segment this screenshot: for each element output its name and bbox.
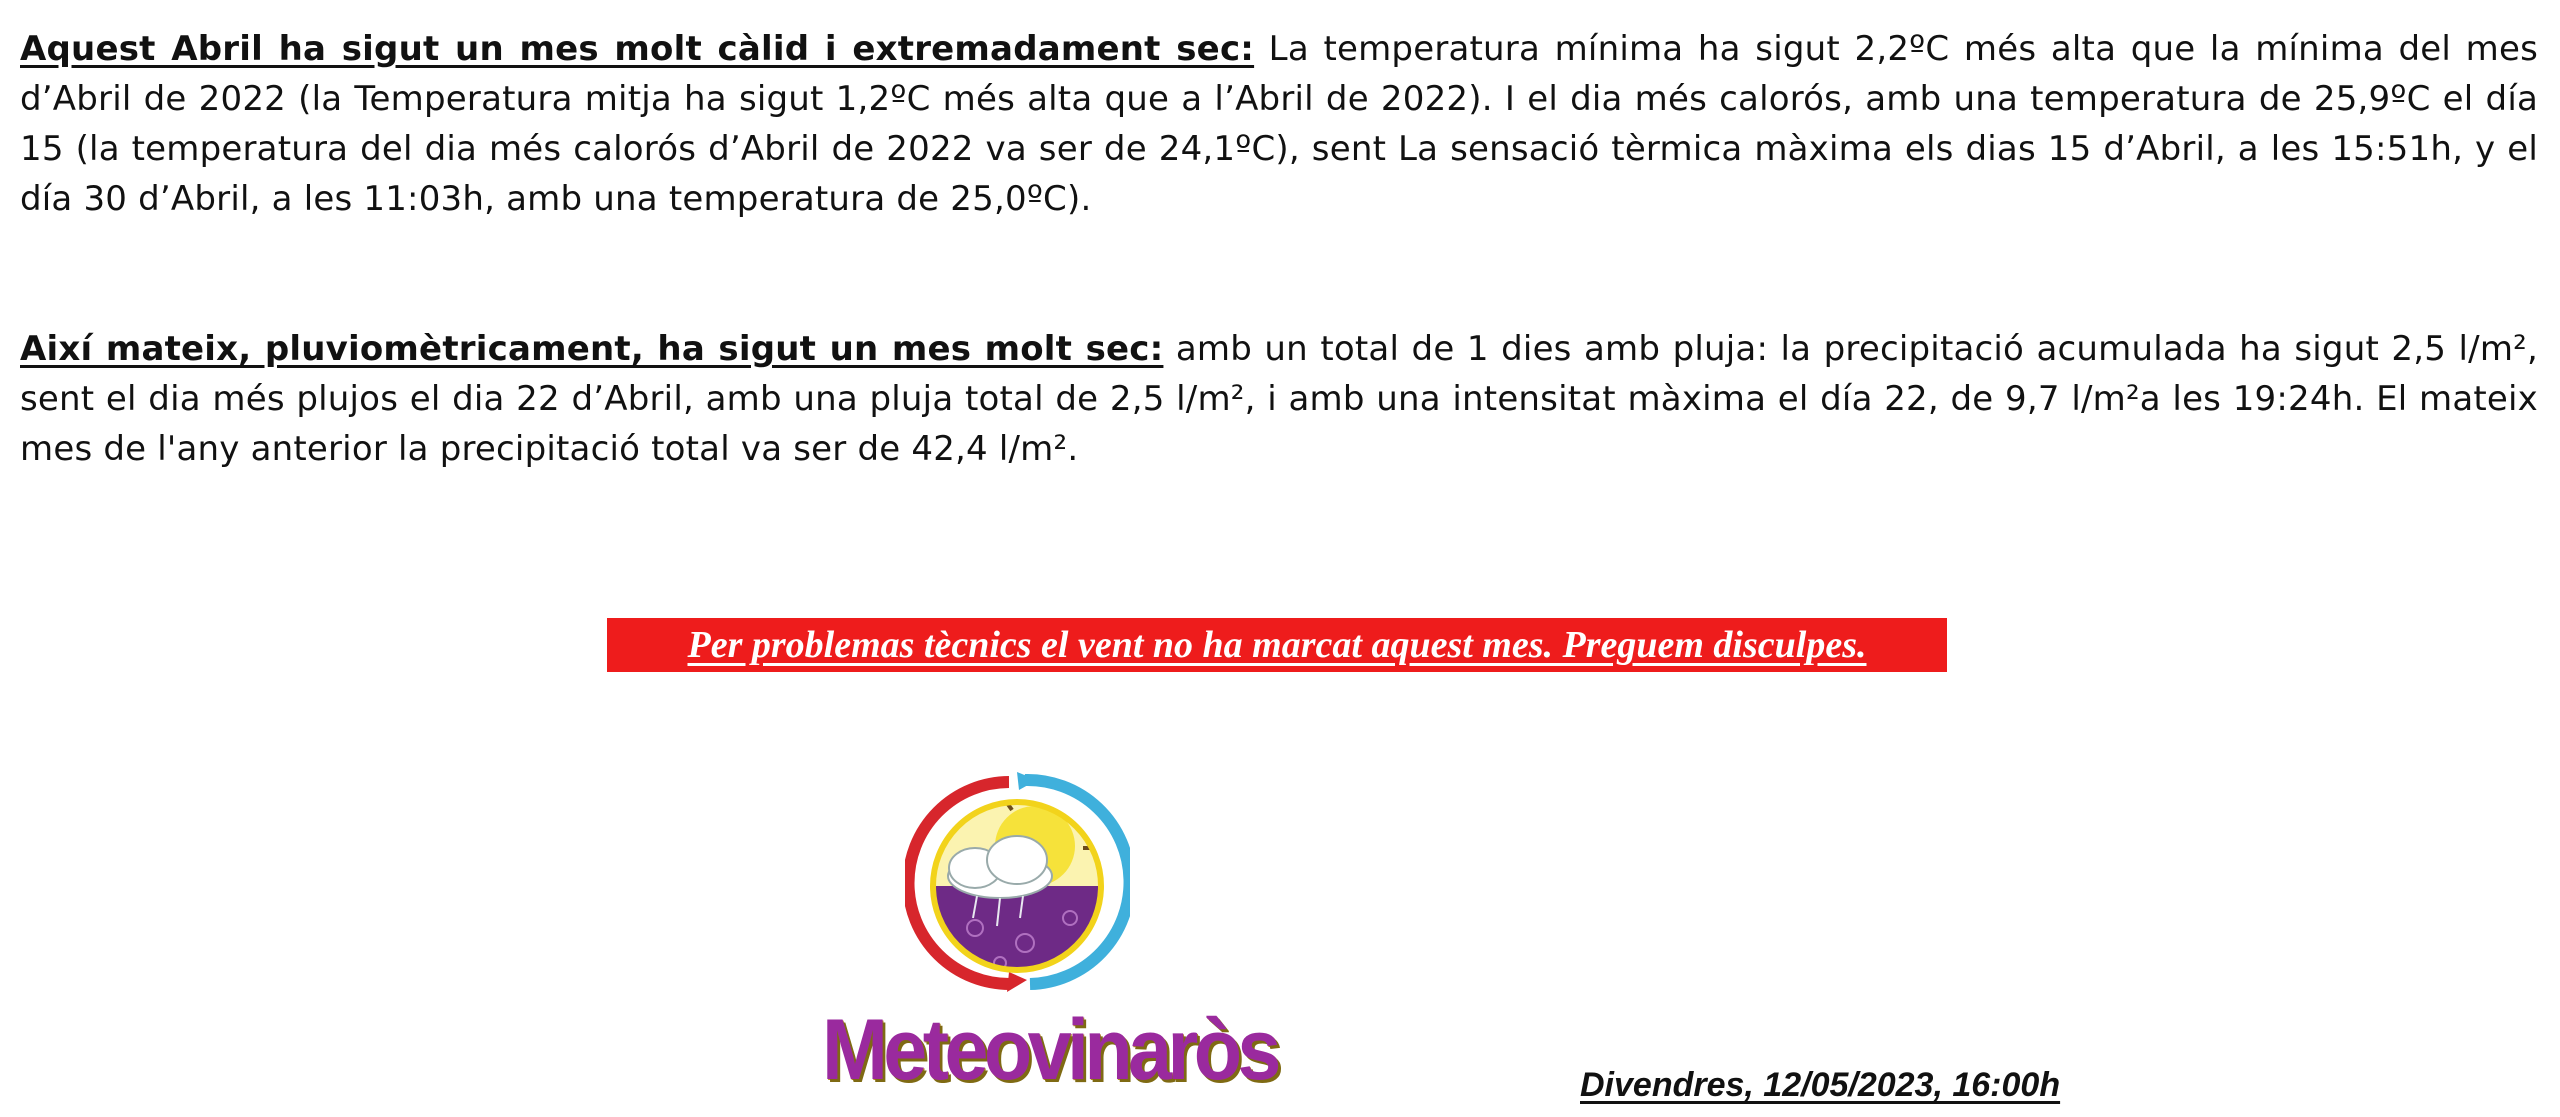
paragraph-temperature-body: La temperatura mínima ha sigut 2,2ºC més alta que la mínima del mes d’Abril de 2022 (la Temperatura mitja ha sigut 1,2ºC més alta que a l’Abril de 2022). I el dia més calorós, amb una temperatura de 25,9ºC el día 15 (la temperatura del dia més calorós d’Abril de 2022 va ser de 24,1ºC), sent La sensació tèrmica màxima els dias 15 d’Abril, a les 15:51h, y el día 30 d’Abril, a les 11:03h, amb una temperatura de 25,0ºC). [20,29,2538,219]
meteovinaros-logo-icon [905,768,1130,993]
meteovinaros-wordmark: Meteovinaròs [822,1002,1277,1098]
paragraph-temperature-lead: Aquest Abril ha sigut un mes molt càlid i extremadament sec: [20,29,1255,69]
paragraph-temperature [20,24,2538,224]
paragraph-precipitation [20,324,2538,474]
paragraph-precipitation-lead: Així mateix, pluviomètricament, ha sigut un mes molt sec: [20,329,1164,369]
footer-date: Divendres, 12/05/2023, 16:00h [1580,1066,2061,1104]
paragraph-precipitation-body: amb un total de 1 dies amb pluja: la precipitació acumulada ha sigut 2,5 l/m², sent el dia més plujos el dia 22 d’Abril, amb una pluja total de 2,5 l/m², i amb una intensitat màxima el día 22, de 9,7 l/m²a les 19:24h. El mateix mes de l'any anterior la precipitació total va ser de 42,4 l/m². [20,329,2538,469]
wind-notice-banner: Per problemas tècnics el vent no ha marcat aquest mes. Preguem disculpes. [607,618,1947,672]
